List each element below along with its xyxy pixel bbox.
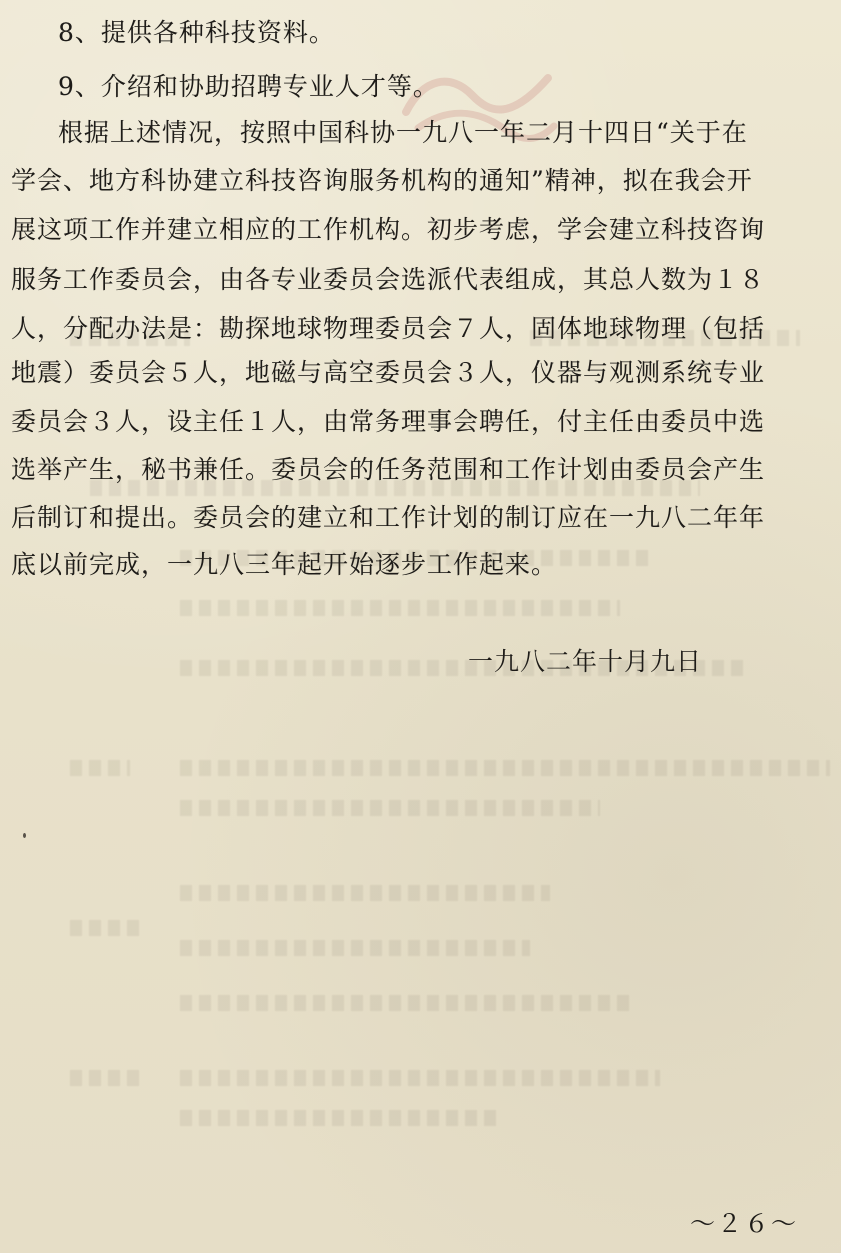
ink-speck	[23, 833, 26, 838]
document-line-11: 后制订和提出。委员会的建立和工作计划的制订应在一九八二年年	[11, 503, 766, 532]
document-line-10: 选举产生，秘书兼任。委员会的任务范围和工作计划由委员会产生	[11, 455, 766, 484]
document-line-12: 底以前完成，一九八三年起开始逐步工作起来。	[11, 550, 558, 579]
document-line-6: 服务工作委员会，由各专业委员会选派代表组成，其总人数为１８	[11, 265, 766, 294]
document-line-8: 地震）委员会５人，地磁与高空委员会３人，仪器与观测系统专业	[11, 358, 766, 387]
back-page-bleed-through	[70, 330, 830, 1150]
page-number: ～２６～	[690, 1209, 799, 1238]
document-line-1: 8、提供各种科技资料。	[58, 18, 335, 47]
document-line-9: 委员会３人，设主任１人，由常务理事会聘任，付主任由委员中选	[11, 407, 766, 436]
document-line-4: 学会、地方科协建立科技咨询服务机构的通知”精神，拟在我会开	[11, 166, 753, 195]
document-line-3: 根据上述情况，按照中国科协一九八一年二月十四日“关于在	[58, 118, 748, 147]
document-line-5: 展这项工作并建立相应的工作机构。初步考虑，学会建立科技咨询	[11, 215, 766, 244]
document-line-2: 9、介绍和协助招聘专业人才等。	[58, 72, 439, 101]
document-line-7: 人，分配办法是：勘探地球物理委员会７人，固体地球物理（包括	[11, 314, 766, 343]
document-date: 一九八二年十月九日	[468, 647, 703, 676]
